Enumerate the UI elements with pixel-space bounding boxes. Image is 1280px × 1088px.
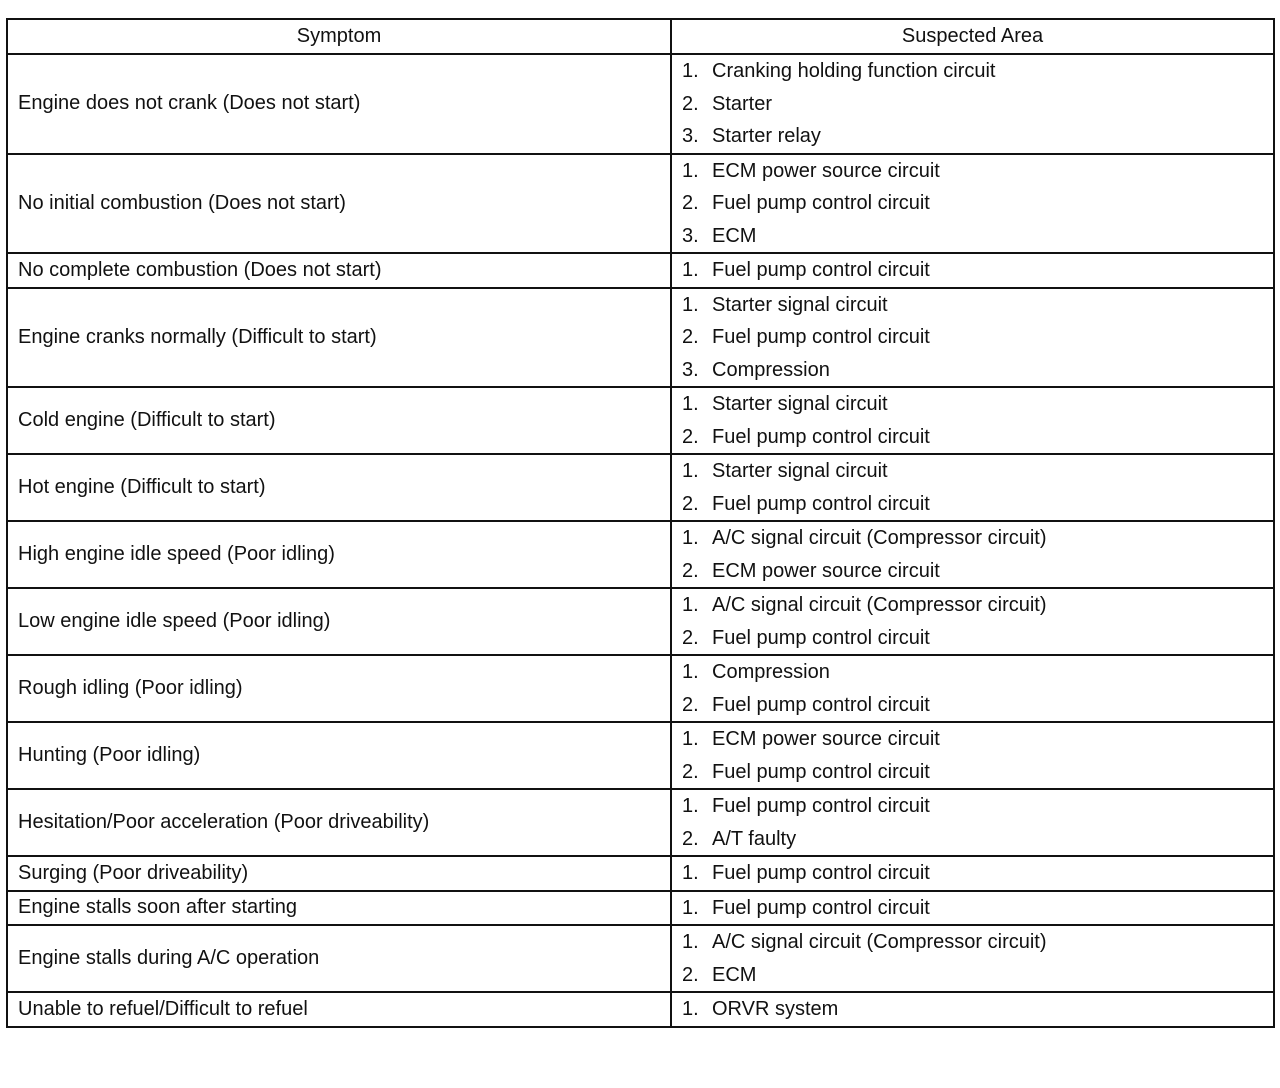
- header-suspected-area: Suspected Area: [671, 19, 1274, 54]
- suspected-area-item: [682, 421, 1263, 454]
- item-text: Starter signal circuit: [712, 293, 888, 316]
- suspected-area-item: [682, 455, 1263, 488]
- item-number: 1.: [682, 60, 699, 82]
- item-number: 1.: [682, 393, 699, 415]
- table-row: [7, 891, 1274, 926]
- symptom-cell: Low engine idle speed (Poor idling): [7, 588, 671, 655]
- symptom-cell: Hot engine (Difficult to start): [7, 454, 671, 521]
- item-number: 1.: [682, 862, 699, 884]
- item-text: Fuel pump control circuit: [712, 693, 930, 716]
- table-row: [7, 789, 1274, 856]
- table-row: [7, 521, 1274, 588]
- item-text: Starter signal circuit: [712, 460, 888, 482]
- table-row: [7, 992, 1274, 1027]
- symptom-cell: Rough idling (Poor idling): [7, 655, 671, 722]
- suspected-area-cell: [671, 387, 1274, 454]
- item-number: 1.: [682, 896, 699, 919]
- item-number: 1.: [682, 931, 699, 953]
- item-text: A/C signal circuit (Compressor circuit): [712, 594, 1047, 616]
- suspected-area-item: [682, 187, 1263, 220]
- item-number: 1.: [682, 728, 699, 750]
- item-text: Fuel pump control circuit: [712, 326, 930, 348]
- suspected-area-item: [682, 926, 1263, 959]
- table-row: [7, 655, 1274, 722]
- item-number: 1.: [682, 159, 699, 182]
- table-row: [7, 856, 1274, 891]
- suspected-area-item: [682, 388, 1263, 421]
- item-number: 1.: [682, 661, 699, 683]
- suspected-area-cell: [671, 655, 1274, 722]
- item-text: ORVR system: [712, 998, 839, 1020]
- item-text: Starter signal circuit: [712, 393, 888, 415]
- table-row: [7, 253, 1274, 288]
- item-text: Fuel pump control circuit: [712, 492, 930, 515]
- suspected-area-cell: [671, 925, 1274, 992]
- suspected-area-item: [682, 522, 1263, 555]
- item-text: ECM power source circuit: [712, 559, 940, 582]
- suspected-area-item: [682, 790, 1263, 823]
- item-number: 3.: [682, 125, 699, 147]
- item-text: Fuel pump control circuit: [712, 425, 930, 448]
- item-number: 3.: [682, 224, 699, 247]
- item-number: 2.: [682, 492, 699, 515]
- item-number: 2.: [682, 626, 699, 649]
- suspected-area-item: [682, 689, 1263, 722]
- item-number: 2.: [682, 827, 699, 850]
- suspected-area-item: [682, 756, 1263, 789]
- table-header-row: [7, 19, 1274, 54]
- item-number: 2.: [682, 559, 699, 582]
- symptom-cell: No initial combustion (Does not start): [7, 154, 671, 254]
- item-number: 2.: [682, 425, 699, 448]
- suspected-area-cell: [671, 588, 1274, 655]
- suspected-area-item: [682, 155, 1263, 188]
- item-text: Fuel pump control circuit: [712, 896, 930, 919]
- item-number: 2.: [682, 963, 699, 986]
- suspected-area-item: [682, 959, 1263, 992]
- item-number: 2.: [682, 760, 699, 783]
- suspected-area-item: [682, 723, 1263, 756]
- suspected-area-cell: [671, 288, 1274, 388]
- item-text: Fuel pump control circuit: [712, 795, 930, 817]
- item-number: 2.: [682, 192, 699, 214]
- suspected-area-item: [682, 55, 1263, 88]
- header-symptom: Symptom: [7, 19, 671, 54]
- item-text: Starter relay: [712, 125, 821, 147]
- suspected-area-item: [682, 488, 1263, 521]
- item-text: Fuel pump control circuit: [712, 259, 930, 281]
- item-text: ECM: [712, 963, 757, 986]
- suspected-area-item: [682, 220, 1263, 253]
- item-text: Starter: [712, 92, 773, 115]
- symptom-cell: Unable to refuel/Difficult to refuel: [7, 992, 671, 1027]
- symptom-cell: High engine idle speed (Poor idling): [7, 521, 671, 588]
- item-number: 1.: [682, 594, 699, 616]
- suspected-area-item: [682, 892, 1263, 925]
- suspected-area-cell: [671, 789, 1274, 856]
- suspected-area-cell: [671, 722, 1274, 789]
- item-text: Fuel pump control circuit: [712, 760, 930, 783]
- symptom-cell: Engine stalls soon after starting: [7, 891, 671, 926]
- suspected-area-item: [682, 656, 1263, 689]
- item-text: ECM power source circuit: [712, 159, 940, 182]
- suspected-area-item: [682, 254, 1263, 287]
- symptom-cell: Engine stalls during A/C operation: [7, 925, 671, 992]
- item-number: 1.: [682, 998, 699, 1020]
- table-row: [7, 288, 1274, 388]
- symptom-cell: Cold engine (Difficult to start): [7, 387, 671, 454]
- table-row: [7, 54, 1274, 154]
- suspected-area-cell: [671, 992, 1274, 1027]
- item-number: 2.: [682, 326, 699, 348]
- suspected-area-item: [682, 857, 1263, 890]
- symptom-cell: Surging (Poor driveability): [7, 856, 671, 891]
- item-text: Cranking holding function circuit: [712, 60, 996, 82]
- item-number: 1.: [682, 795, 699, 817]
- item-text: A/T faulty: [712, 827, 797, 850]
- suspected-area-item: [682, 993, 1263, 1026]
- table-row: [7, 387, 1274, 454]
- item-number: 3.: [682, 358, 699, 381]
- suspected-area-item: [682, 555, 1263, 588]
- item-text: Compression: [712, 661, 830, 683]
- table-row: [7, 722, 1274, 789]
- suspected-area-item: [682, 321, 1263, 354]
- suspected-area-item: [682, 88, 1263, 121]
- suspected-area-cell: [671, 891, 1274, 926]
- item-text: Fuel pump control circuit: [712, 192, 930, 214]
- item-number: 1.: [682, 293, 699, 316]
- suspected-area-item: [682, 589, 1263, 622]
- item-text: Fuel pump control circuit: [712, 626, 930, 649]
- item-text: Compression: [712, 358, 830, 381]
- item-number: 1.: [682, 460, 699, 482]
- table-row: [7, 154, 1274, 254]
- item-number: 1.: [682, 259, 699, 281]
- suspected-area-item: [682, 354, 1263, 387]
- table-row: [7, 454, 1274, 521]
- item-text: A/C signal circuit (Compressor circuit): [712, 527, 1047, 549]
- table-row: [7, 588, 1274, 655]
- suspected-area-cell: [671, 253, 1274, 288]
- symptom-cell: Hesitation/Poor acceleration (Poor driveability): [7, 789, 671, 856]
- suspected-area-cell: [671, 54, 1274, 154]
- symptom-table: [6, 18, 1275, 1028]
- item-number: 2.: [682, 693, 699, 716]
- suspected-area-cell: [671, 454, 1274, 521]
- suspected-area-item: [682, 622, 1263, 655]
- suspected-area-item: [682, 823, 1263, 856]
- suspected-area-item: [682, 120, 1263, 153]
- symptom-cell: Engine cranks normally (Difficult to start): [7, 288, 671, 388]
- suspected-area-cell: [671, 521, 1274, 588]
- item-text: ECM: [712, 224, 757, 247]
- item-text: Fuel pump control circuit: [712, 862, 930, 884]
- symptom-cell: No complete combustion (Does not start): [7, 253, 671, 288]
- suspected-area-item: [682, 289, 1263, 322]
- item-number: 2.: [682, 92, 699, 115]
- item-number: 1.: [682, 527, 699, 549]
- suspected-area-cell: [671, 856, 1274, 891]
- symptom-cell: Hunting (Poor idling): [7, 722, 671, 789]
- suspected-area-cell: [671, 154, 1274, 254]
- item-text: A/C signal circuit (Compressor circuit): [712, 931, 1047, 953]
- symptom-cell: Engine does not crank (Does not start): [7, 54, 671, 154]
- item-text: ECM power source circuit: [712, 728, 940, 750]
- table-row: [7, 925, 1274, 992]
